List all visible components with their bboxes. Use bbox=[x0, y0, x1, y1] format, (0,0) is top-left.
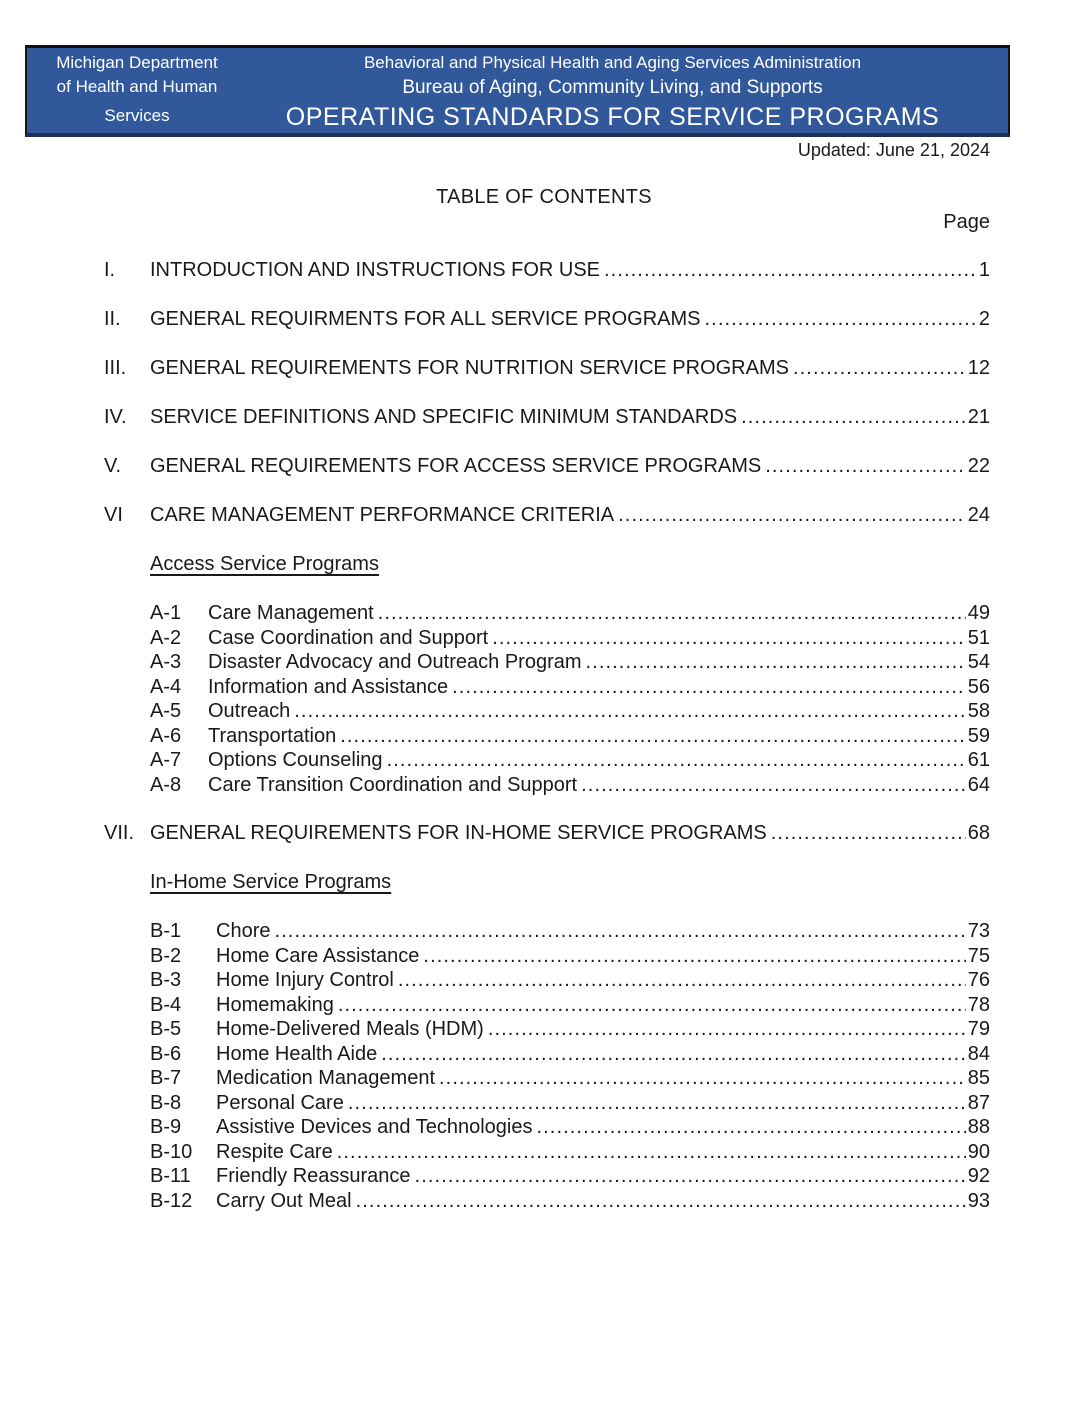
dot-leader bbox=[488, 1017, 966, 1042]
toc-entry bbox=[104, 454, 990, 478]
toc-entry-title: SERVICE DEFINITIONS AND SPECIFIC MINIMUM STANDARDS bbox=[150, 406, 738, 428]
toc-entry-page: 84 bbox=[967, 1042, 990, 1065]
dot-leader bbox=[294, 699, 965, 724]
dot-leader bbox=[356, 1189, 966, 1214]
toc-entry-title: Options Counseling bbox=[208, 749, 383, 771]
dot-leader bbox=[338, 993, 966, 1018]
administration-line: Behavioral and Physical Health and Aging Services Administration bbox=[363, 53, 862, 72]
updated-date: Updated: June 21, 2024 bbox=[797, 140, 990, 160]
toc-entry-title: GENERAL REQUIREMENTS FOR NUTRITION SERVICE PROGRAMS bbox=[150, 357, 789, 379]
dot-leader bbox=[618, 503, 966, 527]
toc-entry-title: Personal Care bbox=[216, 1091, 344, 1114]
dot-leader bbox=[378, 601, 966, 626]
dot-leader bbox=[586, 650, 966, 675]
toc-entry-label: B-4 bbox=[150, 993, 182, 1016]
dot-leader bbox=[398, 968, 966, 993]
toc-entry bbox=[150, 944, 990, 969]
toc-entry-label: B-8 bbox=[150, 1091, 182, 1114]
toc-entry-page: 12 bbox=[967, 357, 990, 379]
toc-entry-label: B-3 bbox=[150, 969, 182, 991]
toc-entry-title: Respite Care bbox=[216, 1140, 333, 1163]
toc-entry-label: B-9 bbox=[150, 1116, 182, 1138]
toc-entry-page: 93 bbox=[967, 1189, 990, 1212]
toc-entry-label: VII. bbox=[104, 822, 135, 844]
dot-leader bbox=[415, 1164, 966, 1189]
toc-entry-title: Chore bbox=[216, 920, 271, 942]
toc-entry-label: II. bbox=[104, 308, 121, 330]
toc-entry bbox=[104, 258, 990, 282]
dot-leader bbox=[793, 356, 966, 380]
toc-entry-title: Care Transition Coordination and Support bbox=[208, 773, 578, 796]
toc-entry-label: A-4 bbox=[150, 675, 182, 698]
toc-entry-label: B-10 bbox=[150, 1140, 193, 1163]
toc-entry-label: A-7 bbox=[150, 749, 182, 771]
toc-entry-page: 79 bbox=[967, 1018, 990, 1040]
toc-entry-page: 78 bbox=[967, 993, 990, 1016]
toc-entry-title: Home Injury Control bbox=[216, 969, 394, 991]
toc-entry-page: 21 bbox=[967, 406, 990, 428]
toc-entry-label: V. bbox=[104, 455, 122, 477]
toc-entry bbox=[150, 1164, 990, 1189]
toc-entry-page: 90 bbox=[967, 1140, 990, 1163]
toc-entry-page: 73 bbox=[967, 920, 990, 942]
toc-entry-title: Information and Assistance bbox=[208, 675, 449, 698]
toc-entry-page: 61 bbox=[967, 749, 990, 771]
toc-entry bbox=[150, 601, 990, 626]
dot-leader bbox=[348, 1091, 966, 1116]
department-name-line: Services bbox=[104, 106, 170, 125]
dot-leader bbox=[274, 919, 965, 944]
dot-leader bbox=[337, 1140, 966, 1165]
department-name-block bbox=[27, 51, 247, 133]
toc-entry-label: B-5 bbox=[150, 1018, 182, 1040]
toc-entry-title: CARE MANAGEMENT PERFORMANCE CRITERIA bbox=[150, 504, 615, 526]
department-name-line: Michigan Department bbox=[56, 53, 218, 72]
toc-entry bbox=[150, 1115, 990, 1140]
toc-entry bbox=[104, 821, 990, 845]
toc-entry-label: B-1 bbox=[150, 920, 182, 942]
toc-entry-label: IV. bbox=[104, 406, 127, 428]
access-program-entries bbox=[150, 601, 990, 797]
table-of-contents bbox=[104, 258, 990, 1237]
toc-entry bbox=[104, 356, 990, 380]
toc-entry bbox=[150, 919, 990, 944]
toc-main-sections bbox=[104, 258, 990, 527]
toc-entry-title: Care Management bbox=[208, 602, 374, 624]
department-name-line: of Health and Human bbox=[56, 77, 218, 96]
toc-entry-title: Assistive Devices and Technologies bbox=[216, 1116, 533, 1138]
page-column-label: Page bbox=[943, 211, 990, 233]
toc-entry-label: A-1 bbox=[150, 602, 182, 624]
toc-entry-page: 92 bbox=[967, 1165, 990, 1187]
toc-entry-page: 1 bbox=[978, 259, 990, 281]
toc-entry-page: 64 bbox=[967, 773, 990, 796]
toc-entry-page: 59 bbox=[967, 724, 990, 747]
toc-entry-title: GENERAL REQUIREMENTS FOR IN-HOME SERVICE PROGRAMS bbox=[150, 822, 767, 844]
toc-entry-label: B-12 bbox=[150, 1189, 193, 1212]
toc-entry bbox=[150, 1140, 990, 1165]
dot-leader bbox=[439, 1066, 966, 1091]
dot-leader bbox=[705, 307, 977, 331]
toc-entry-page: 87 bbox=[967, 1091, 990, 1114]
toc-entry bbox=[150, 626, 990, 651]
toc-entry-label: B-2 bbox=[150, 944, 182, 967]
dot-leader bbox=[771, 821, 966, 845]
toc-entry-title: Home Health Aide bbox=[216, 1042, 378, 1065]
dot-leader bbox=[387, 748, 966, 773]
toc-entry-label: I. bbox=[104, 259, 116, 281]
toc-entry bbox=[150, 993, 990, 1018]
inhome-programs-heading: In-Home Service Programs bbox=[150, 871, 392, 893]
toc-entry bbox=[150, 1091, 990, 1116]
toc-entry-page: 22 bbox=[967, 455, 990, 477]
document-header-banner bbox=[25, 45, 1010, 137]
toc-entry-label: A-6 bbox=[150, 724, 182, 747]
toc-section-vii bbox=[104, 821, 990, 845]
toc-entry bbox=[104, 405, 990, 429]
toc-entry-label: III. bbox=[104, 357, 127, 379]
toc-entry-page: 75 bbox=[967, 944, 990, 967]
dot-leader bbox=[581, 773, 966, 798]
toc-entry-page: 58 bbox=[967, 700, 990, 722]
toc-entry-page: 51 bbox=[967, 626, 990, 649]
toc-entry-page: 56 bbox=[967, 675, 990, 698]
dot-leader bbox=[604, 258, 977, 282]
toc-entry-title: Home-Delivered Meals (HDM) bbox=[216, 1018, 484, 1040]
access-programs-heading: Access Service Programs bbox=[150, 553, 379, 575]
toc-entry-title: INTRODUCTION AND INSTRUCTIONS FOR USE bbox=[150, 259, 601, 281]
toc-entry-page: 54 bbox=[967, 651, 990, 673]
toc-entry-label: A-2 bbox=[150, 626, 182, 649]
toc-entry-label: VI bbox=[104, 504, 123, 526]
toc-entry-title: Disaster Advocacy and Outreach Program bbox=[208, 651, 582, 673]
dot-leader bbox=[536, 1115, 965, 1140]
toc-entry bbox=[150, 1066, 990, 1091]
dot-leader bbox=[741, 405, 966, 429]
toc-entry-title: Medication Management bbox=[216, 1067, 436, 1089]
toc-entry-title: Case Coordination and Support bbox=[208, 626, 489, 649]
toc-entry-label: A-5 bbox=[150, 700, 182, 722]
toc-entry-page: 49 bbox=[967, 602, 990, 624]
toc-entry-title: GENERAL REQUIRMENTS FOR ALL SERVICE PROGRAMS bbox=[150, 308, 701, 330]
toc-entry-title: Carry Out Meal bbox=[216, 1189, 352, 1212]
toc-entry-page: 85 bbox=[967, 1067, 990, 1089]
toc-entry bbox=[150, 675, 990, 700]
toc-entry bbox=[150, 968, 990, 993]
toc-entry bbox=[104, 307, 990, 331]
toc-entry bbox=[150, 1189, 990, 1214]
dot-leader bbox=[381, 1042, 966, 1067]
dot-leader bbox=[492, 626, 966, 651]
dot-leader bbox=[452, 675, 966, 700]
document-title: OPERATING STANDARDS FOR SERVICE PROGRAMS bbox=[285, 103, 940, 131]
toc-entry-label: B-6 bbox=[150, 1042, 182, 1065]
toc-entry bbox=[104, 503, 990, 527]
toc-entry bbox=[150, 748, 990, 773]
toc-entry-title: Transportation bbox=[208, 724, 337, 747]
dot-leader bbox=[423, 944, 965, 969]
toc-entry-title: Friendly Reassurance bbox=[216, 1165, 411, 1187]
toc-entry bbox=[150, 699, 990, 724]
toc-entry bbox=[150, 1017, 990, 1042]
toc-entry-label: B-7 bbox=[150, 1067, 182, 1089]
toc-entry-title: Outreach bbox=[208, 700, 291, 722]
toc-entry-page: 88 bbox=[967, 1116, 990, 1138]
toc-entry bbox=[150, 650, 990, 675]
toc-heading: TABLE OF CONTENTS bbox=[436, 186, 652, 208]
dot-leader bbox=[340, 724, 966, 749]
toc-entry-title: GENERAL REQUIREMENTS FOR ACCESS SERVICE PROGRAMS bbox=[150, 455, 762, 477]
toc-entry bbox=[150, 724, 990, 749]
toc-entry-page: 68 bbox=[967, 822, 990, 844]
toc-entry-label: B-11 bbox=[150, 1165, 191, 1187]
toc-entry-page: 2 bbox=[978, 308, 990, 330]
toc-entry-title: Homemaking bbox=[216, 993, 334, 1016]
bureau-line: Bureau of Aging, Community Living, and Supports bbox=[402, 77, 823, 98]
toc-entry-page: 76 bbox=[967, 969, 990, 991]
toc-entry-page: 24 bbox=[967, 504, 990, 526]
toc-entry-title: Home Care Assistance bbox=[216, 944, 420, 967]
administration-block bbox=[247, 51, 1008, 133]
inhome-program-entries bbox=[150, 919, 990, 1213]
dot-leader bbox=[765, 454, 966, 478]
toc-entry bbox=[150, 773, 990, 798]
toc-entry-label: A-3 bbox=[150, 651, 182, 673]
toc-entry bbox=[150, 1042, 990, 1067]
toc-entry-label: A-8 bbox=[150, 773, 182, 796]
